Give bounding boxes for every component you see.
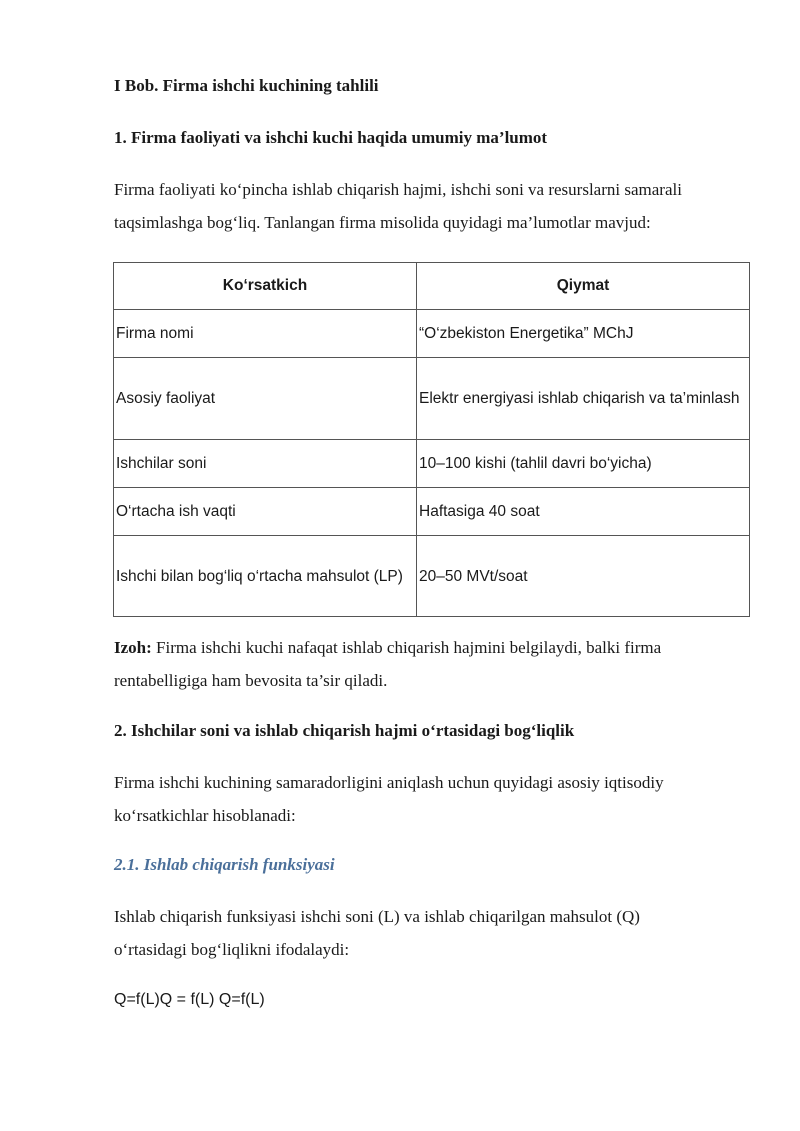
- table-cell-label: Ishchilar soni: [114, 440, 417, 488]
- chapter-title: I Bob. Firma ishchi kuchining tahlili: [114, 76, 379, 95]
- table-cell-value: Haftasiga 40 soat: [417, 488, 750, 536]
- note-label: Izoh:: [114, 638, 152, 657]
- table-cell-value: Elektr energiyasi ishlab chiqarish va ta’minlash: [417, 358, 750, 440]
- section-2-intro: [114, 766, 754, 832]
- table-header-value: Qiymat: [417, 263, 750, 310]
- table-cell-value: 20–50 MVt/soat: [417, 536, 750, 617]
- section-1-intro-line-1: Firma faoliyati ko‘pincha ishlab chiqarish hajmi, ishchi soni va resurslarni samarali: [114, 180, 682, 199]
- section-1-intro-line-2: taqsimlashga bog‘liq. Tanlangan firma misolida quyidagi ma’lumotlar mavjud:: [114, 213, 651, 232]
- table-cell-label: Asosiy faoliyat: [114, 358, 417, 440]
- table-row: [114, 536, 750, 617]
- table-cell-value: 10–100 kishi (tahlil davri bo‘yicha): [417, 440, 750, 488]
- table-header-indicator: Ko‘rsatkich: [114, 263, 417, 310]
- section-2-intro-line-2: ko‘rsatkichlar hisoblanadi:: [114, 806, 296, 825]
- section-2-title: 2. Ishchilar soni va ishlab chiqarish hajmi o‘rtasidagi bog‘liqlik: [114, 721, 575, 740]
- subsection-2-1-text: [114, 900, 754, 966]
- note-text-1: Firma ishchi kuchi nafaqat ishlab chiqarish hajmini belgilaydi, balki firma: [151, 638, 662, 657]
- production-function-formula: Q=f(L)Q = f(L) Q=f(L): [114, 991, 265, 1008]
- table-cell-label: Ishchi bilan bog‘liq o‘rtacha mahsulot (LP): [114, 536, 417, 617]
- subsection-2-1-line-1: Ishlab chiqarish funksiyasi ishchi soni (L) va ishlab chiqarilgan mahsulot (Q): [114, 907, 640, 926]
- firm-info-table: [113, 262, 750, 617]
- note-line-2: rentabelligiga ham bevosita ta’sir qiladi.: [114, 671, 388, 690]
- table-row: [114, 440, 750, 488]
- table-header-row: [114, 263, 750, 310]
- table-cell-label: Firma nomi: [114, 310, 417, 358]
- table-row: [114, 358, 750, 440]
- subsection-2-1-line-2: o‘rtasidagi bog‘liqlikni ifodalaydi:: [114, 940, 350, 959]
- note-line-1: [114, 631, 754, 664]
- section-1-title: 1. Firma faoliyati va ishchi kuchi haqida umumiy ma’lumot: [114, 128, 548, 147]
- note-paragraph: [114, 631, 754, 697]
- table-row: [114, 310, 750, 358]
- section-2-intro-line-1: Firma ishchi kuchining samaradorligini aniqlash uchun quyidagi asosiy iqtisodiy: [114, 773, 664, 792]
- table-cell-value: “O‘zbekiston Energetika” MChJ: [417, 310, 750, 358]
- section-1-intro: [114, 173, 754, 239]
- subsection-2-1-title: 2.1. Ishlab chiqarish funksiyasi: [114, 855, 335, 874]
- table-cell-label: O‘rtacha ish vaqti: [114, 488, 417, 536]
- table-row: [114, 488, 750, 536]
